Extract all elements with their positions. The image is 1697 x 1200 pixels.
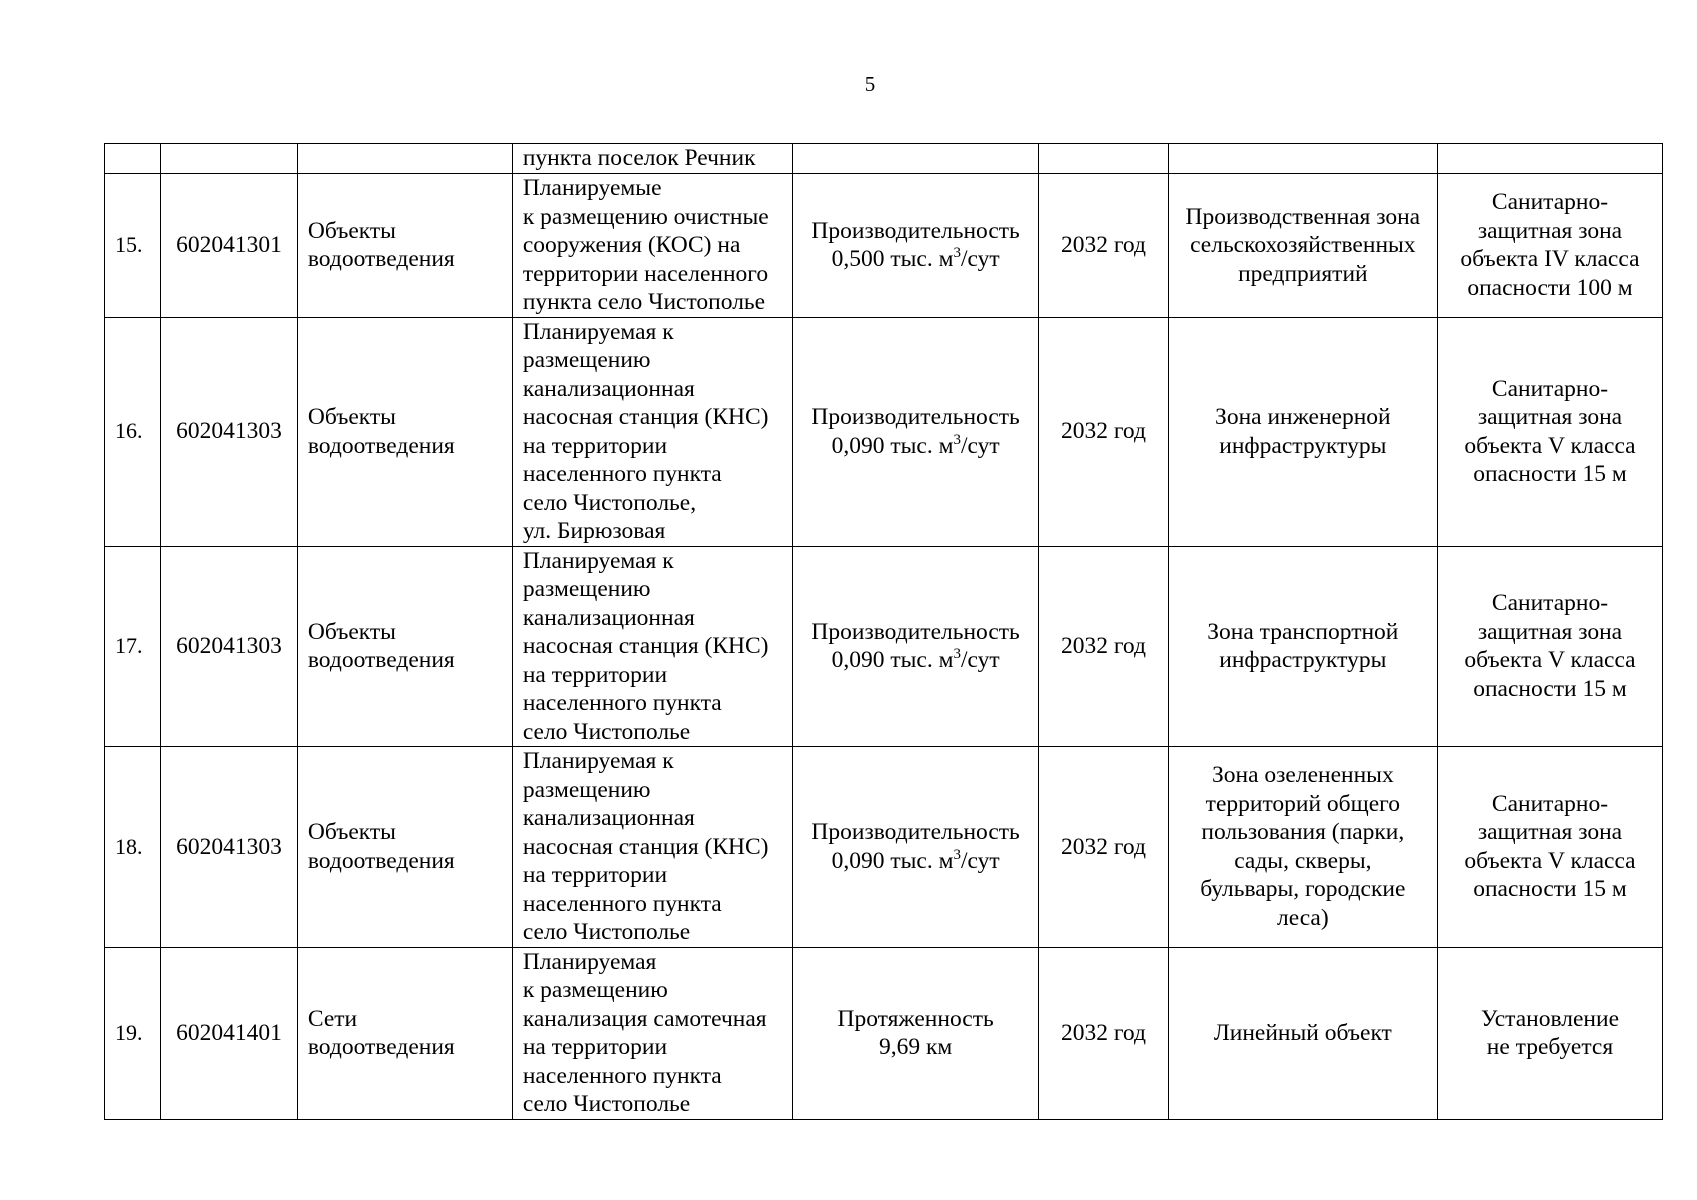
cell-num: 19. — [105, 947, 161, 1119]
text-line: Объекты — [307, 404, 396, 430]
text-line: насосная станция (КНС) — [522, 404, 769, 430]
text-line: сельскохозяйственных — [1190, 232, 1416, 258]
text-line: водоотведения — [307, 847, 455, 874]
text-line: леса) — [1276, 904, 1329, 931]
text-line: Планируемая к — [522, 318, 674, 345]
cell-year: 2032 год — [1039, 947, 1169, 1119]
text-line: водоотведения — [307, 647, 455, 674]
table-row — [105, 174, 1663, 318]
text-line: село Чистополье — [522, 718, 691, 745]
text-line: сады, скверы, — [1234, 847, 1372, 874]
text-line: инфраструктуры — [1219, 432, 1387, 459]
table-row — [105, 546, 1663, 747]
cell-param — [793, 144, 1039, 174]
param-value-line — [803, 432, 1028, 461]
text-line: объекта V класса — [1464, 647, 1636, 674]
text-line: пользования (парки, — [1201, 819, 1405, 846]
cell-type — [297, 144, 512, 174]
text-line: опасности 15 м — [1473, 675, 1627, 702]
text-line: село Чистополье, — [522, 489, 697, 516]
cell-code: 602041303 — [161, 546, 298, 747]
text-line: на территории — [522, 1034, 668, 1060]
param-superscript: 3 — [953, 646, 961, 663]
text-line: опасности 15 м — [1473, 461, 1627, 487]
cell-num: 15. — [105, 174, 161, 318]
text-line: размещению — [522, 576, 651, 602]
cell-zone — [1168, 317, 1437, 546]
param-value-line — [803, 847, 1028, 876]
cell-code: 602041303 — [161, 317, 298, 546]
param-value: 0,090 тыс. м — [831, 432, 954, 459]
text-line: насосная станция (КНС) — [522, 833, 769, 860]
cell-type — [297, 174, 512, 318]
param-unit: /сут — [960, 647, 1000, 674]
cell-type — [297, 747, 512, 948]
text-line: канализация самотечная — [522, 1005, 767, 1032]
param-value-line — [803, 646, 1028, 675]
param-superscript: 3 — [953, 245, 961, 262]
text-line: населенного пункта — [522, 1062, 722, 1089]
cell-sanitary — [1437, 174, 1662, 318]
text-line: Планируемая к — [522, 547, 674, 574]
text-line: населенного пункта — [522, 690, 722, 716]
cell-sanitary — [1437, 747, 1662, 948]
text-line: водоотведения — [307, 432, 455, 459]
table-row — [105, 947, 1663, 1119]
name-line: пункта поселок Речник — [522, 145, 756, 172]
cell-code: 602041303 — [161, 747, 298, 948]
param-value: 0,090 тыс. м — [831, 847, 954, 874]
text-line: бульвары, городские — [1200, 876, 1406, 903]
text-line: размещению — [522, 776, 651, 803]
cell-name — [512, 947, 792, 1119]
cell-type — [297, 546, 512, 747]
cell-sanitary — [1437, 144, 1662, 174]
cell-sanitary — [1437, 947, 1662, 1119]
text-line: ул. Бирюзовая — [522, 518, 666, 544]
page-number: 5 — [864, 72, 876, 96]
text-line: опасности 15 м — [1473, 876, 1627, 903]
param-label: Производительность — [811, 217, 1020, 244]
cell-param — [793, 317, 1039, 546]
param-superscript: 3 — [953, 431, 961, 448]
table-row — [105, 317, 1663, 546]
text-line: Планируемая к — [522, 748, 674, 774]
cell-name — [512, 747, 792, 948]
param-unit: /сут — [960, 847, 1000, 874]
param-value: 0,500 тыс. м — [831, 246, 954, 273]
cell-num: 17. — [105, 546, 161, 747]
text-line: защитная зона — [1477, 217, 1623, 244]
cell-zone — [1168, 747, 1437, 948]
cell-param — [793, 747, 1039, 948]
text-line: защитная зона — [1477, 404, 1623, 430]
text-line: Линейный объект — [1213, 1019, 1392, 1046]
text-line: Зона инженерной — [1215, 404, 1391, 430]
cell-code — [161, 144, 298, 174]
text-line: территорий общего — [1205, 790, 1400, 817]
text-line: канализационная — [522, 604, 695, 631]
cell-param — [793, 174, 1039, 318]
param-unit: /сут — [960, 246, 1000, 273]
text-line: Санитарно- — [1491, 790, 1609, 817]
table-row — [105, 747, 1663, 948]
text-line: инфраструктуры — [1219, 647, 1387, 674]
text-line: Санитарно- — [1491, 590, 1609, 617]
text-line: опасности 100 м — [1467, 274, 1633, 301]
text-line: Планируемая — [522, 948, 657, 975]
text-line: защитная зона — [1477, 618, 1623, 645]
cell-year — [1039, 144, 1169, 174]
cell-year: 2032 год — [1039, 317, 1169, 546]
cell-num: 18. — [105, 747, 161, 948]
param-unit: /сут — [960, 432, 1000, 459]
text-line: Санитарно- — [1491, 189, 1609, 216]
cell-name — [512, 546, 792, 747]
text-line: объекта V класса — [1464, 432, 1636, 459]
cell-num — [105, 144, 161, 174]
param-label: Производительность — [811, 404, 1020, 430]
cell-name — [512, 174, 792, 318]
text-line: село Чистополье — [522, 1091, 691, 1117]
text-line: предприятий — [1238, 260, 1368, 287]
text-line: на территории — [522, 432, 668, 459]
text-line: Сети — [307, 1005, 358, 1032]
param-value-line — [803, 245, 1028, 274]
param-label: Протяженность — [837, 1005, 994, 1032]
text-line: канализационная — [522, 375, 695, 402]
text-line: на территории — [522, 661, 668, 688]
cell-sanitary — [1437, 317, 1662, 546]
cell-param — [793, 947, 1039, 1119]
cell-zone — [1168, 947, 1437, 1119]
text-line: объекта IV класса — [1460, 246, 1640, 273]
param-value: 0,090 тыс. м — [831, 647, 954, 674]
cell-zone — [1168, 546, 1437, 747]
param-label: Производительность — [811, 618, 1020, 645]
text-line: защитная зона — [1477, 819, 1623, 846]
param-superscript: 3 — [953, 846, 961, 863]
text-line: размещению — [522, 347, 651, 373]
text-line: Производственная зона — [1185, 203, 1421, 230]
text-line: Зона транспортной — [1207, 618, 1399, 645]
cell-sanitary — [1437, 546, 1662, 747]
cell-param — [793, 546, 1039, 747]
cell-year: 2032 год — [1039, 546, 1169, 747]
cell-type — [297, 317, 512, 546]
text-line: территории населенного — [522, 260, 769, 287]
text-line: не требуется — [1486, 1034, 1614, 1060]
table-row-continuation — [105, 144, 1663, 174]
text-line: Объекты — [307, 819, 396, 846]
text-line: водоотведения — [307, 246, 455, 273]
param-value: 9,69 км — [878, 1034, 953, 1060]
text-line: к размещению очистные — [522, 203, 769, 230]
cell-year: 2032 год — [1039, 747, 1169, 948]
text-line: объекта V класса — [1464, 847, 1636, 874]
text-line: населенного пункта — [522, 461, 722, 487]
text-line: Санитарно- — [1491, 375, 1609, 402]
cell-type — [297, 947, 512, 1119]
param-label: Производительность — [811, 819, 1020, 846]
cell-zone — [1168, 144, 1437, 174]
text-line: Объекты — [307, 217, 396, 244]
text-line: к размещению — [522, 977, 668, 1003]
cell-zone — [1168, 174, 1437, 318]
text-line: на территории — [522, 862, 668, 888]
text-line: Зона озелененных — [1211, 762, 1394, 789]
cell-code: 602041301 — [161, 174, 298, 318]
text-line: населенного пункта — [522, 890, 722, 917]
text-line: насосная станция (КНС) — [522, 633, 769, 659]
cell-name — [512, 144, 792, 174]
text-line: пункта село Чистополье — [522, 289, 766, 315]
text-line: Установление — [1480, 1005, 1620, 1032]
cell-year: 2032 год — [1039, 174, 1169, 318]
text-line: село Чистополье — [522, 919, 691, 945]
cell-code: 602041401 — [161, 947, 298, 1119]
cell-name — [512, 317, 792, 546]
param-value-line — [803, 1033, 1028, 1062]
text-line: канализационная — [522, 805, 695, 831]
text-line: Объекты — [307, 618, 396, 645]
text-line: сооружения (КОС) на — [522, 232, 741, 258]
cell-num: 16. — [105, 317, 161, 546]
table-body — [105, 144, 1663, 1120]
text-line: водоотведения — [307, 1034, 455, 1060]
objects-table — [104, 143, 1663, 1120]
text-line: Планируемые — [522, 175, 662, 201]
